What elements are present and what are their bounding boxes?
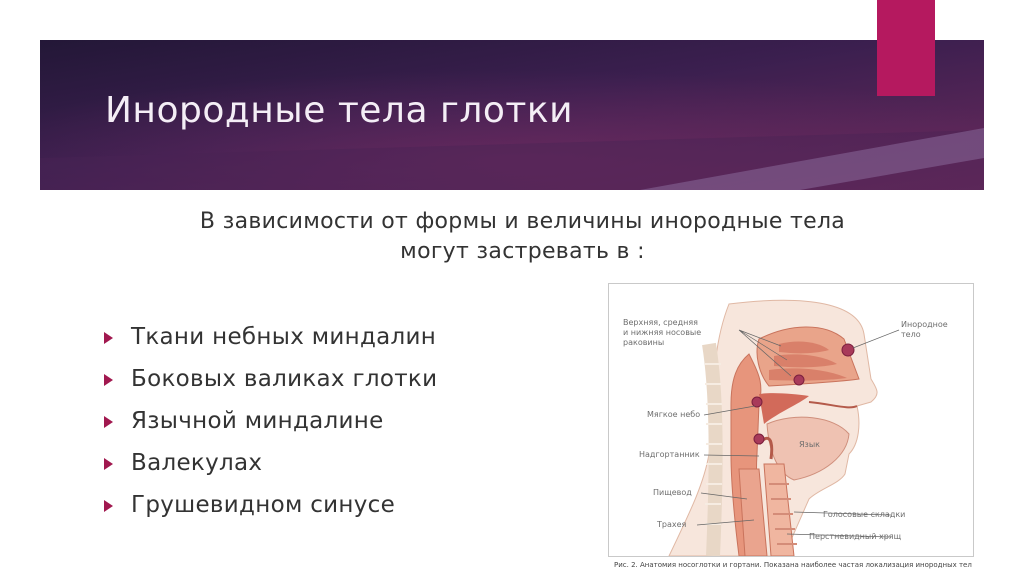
label-foreign-body-line-1: Инородное (901, 320, 948, 329)
label-cricoid: Перстневидный хрящ (809, 532, 902, 541)
subtitle-line-1: В зависимости от формы и величины инородные тела (199, 209, 846, 234)
subtitle-line-2: могут застревать в : (400, 239, 645, 264)
label-turbinates-line-2: и нижняя носовые (623, 328, 702, 337)
label-turbinates-line-1: Верхняя, средняя (623, 318, 698, 327)
label-epiglottis: Надгортанник (639, 450, 700, 459)
bullet-text: Язычной миндалине (131, 408, 384, 434)
bullet-item (104, 316, 437, 358)
slide-subtitle (100, 207, 945, 267)
label-foreign-body (901, 320, 948, 340)
bullet-list (104, 316, 437, 526)
accent-bar (877, 0, 935, 96)
bullet-text: Ткани небных миндалин (131, 324, 437, 350)
bullet-text: Валекулах (131, 450, 263, 476)
label-turbinates-line-3: раковины (623, 338, 665, 347)
bullet-item (104, 484, 437, 526)
bullet-arrow-icon (104, 332, 113, 344)
label-tongue: Язык (799, 440, 820, 449)
label-soft-palate: Мягкое небо (647, 410, 701, 419)
figure-caption: Рис. 2. Анатомия носоглотки и гортани. Показана наиболее частая локализация инородных тел (614, 561, 972, 569)
slide-title: Инородные тела глотки (105, 90, 574, 131)
bullet-arrow-icon (104, 416, 113, 428)
label-esophagus: Пищевод (653, 488, 692, 497)
label-turbinates (623, 318, 701, 348)
bullet-arrow-icon (104, 374, 113, 386)
bullet-arrow-icon (104, 458, 113, 470)
anatomy-figure (608, 283, 974, 557)
bullet-item (104, 442, 437, 484)
label-trachea: Трахея (657, 520, 687, 529)
bullet-item (104, 400, 437, 442)
bullet-item (104, 358, 437, 400)
bullet-text: Грушевидном синусе (131, 492, 396, 518)
bullet-arrow-icon (104, 500, 113, 512)
label-vocal-folds: Голосовые складки (823, 510, 906, 519)
label-foreign-body-line-2: тело (901, 330, 921, 339)
bullet-text: Боковых валиках глотки (131, 366, 438, 392)
